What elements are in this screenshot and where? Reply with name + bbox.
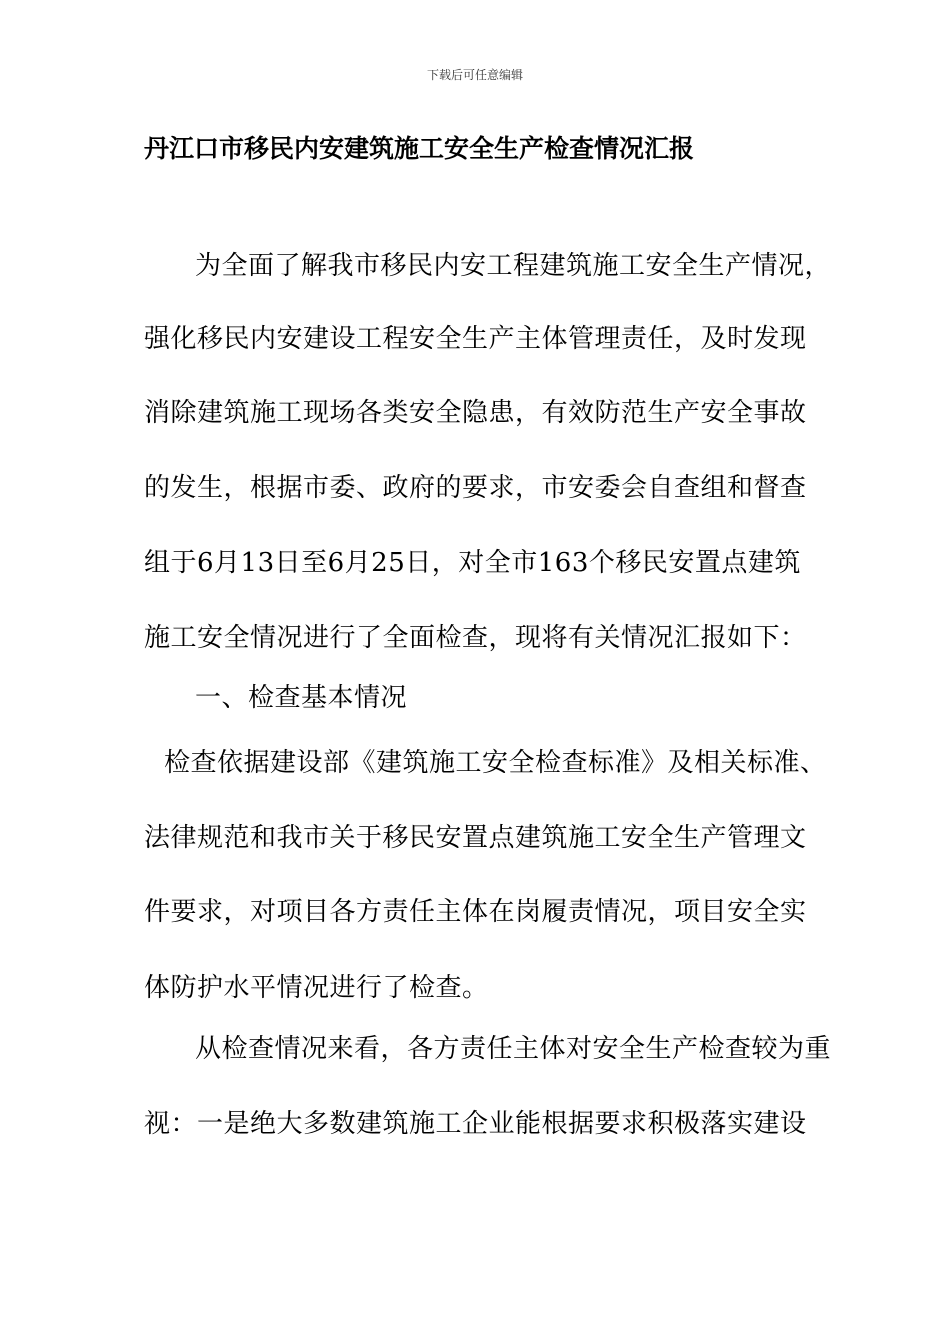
paragraph-line: 检查依据建设部《建筑施工安全检查标准》及相关标准、 — [164, 748, 827, 778]
paragraph-line: 的发生，根据市委、政府的要求，市安委会自查组和督查 — [144, 473, 807, 503]
paragraph-line: 强化移民内安建设工程安全生产主体管理责任，及时发现 — [144, 324, 807, 354]
paragraph-line: 为全面了解我市移民内安工程建筑施工安全生产情况， — [195, 251, 832, 281]
section-heading: 一、检查基本情况 — [195, 683, 408, 713]
paragraph-line: 施工安全情况进行了全面检查，现将有关情况汇报如下： — [144, 623, 807, 653]
paragraph-line: 消除建筑施工现场各类安全隐患，有效防范生产安全事故 — [144, 398, 807, 428]
paragraph-line: 件要求，对项目各方责任主体在岗履责情况，项目安全实 — [144, 897, 807, 927]
header-note: 下载后可任意编辑 — [426, 68, 523, 82]
paragraph-line: 从检查情况来看，各方责任主体对安全生产检查较为重 — [195, 1034, 832, 1064]
paragraph-line: 体防护水平情况进行了检查。 — [144, 973, 489, 1003]
paragraph-line: 法律规范和我市关于移民安置点建筑施工安全生产管理文 — [144, 823, 807, 853]
paragraph-line: 视：一是绝大多数建筑施工企业能根据要求积极落实建设 — [144, 1109, 807, 1139]
document-title: 丹江口市移民内安建筑施工安全生产检查情况汇报 — [144, 134, 695, 163]
paragraph-line: 组于6月13日至6月25日，对全市163个移民安置点建筑 — [144, 548, 801, 578]
